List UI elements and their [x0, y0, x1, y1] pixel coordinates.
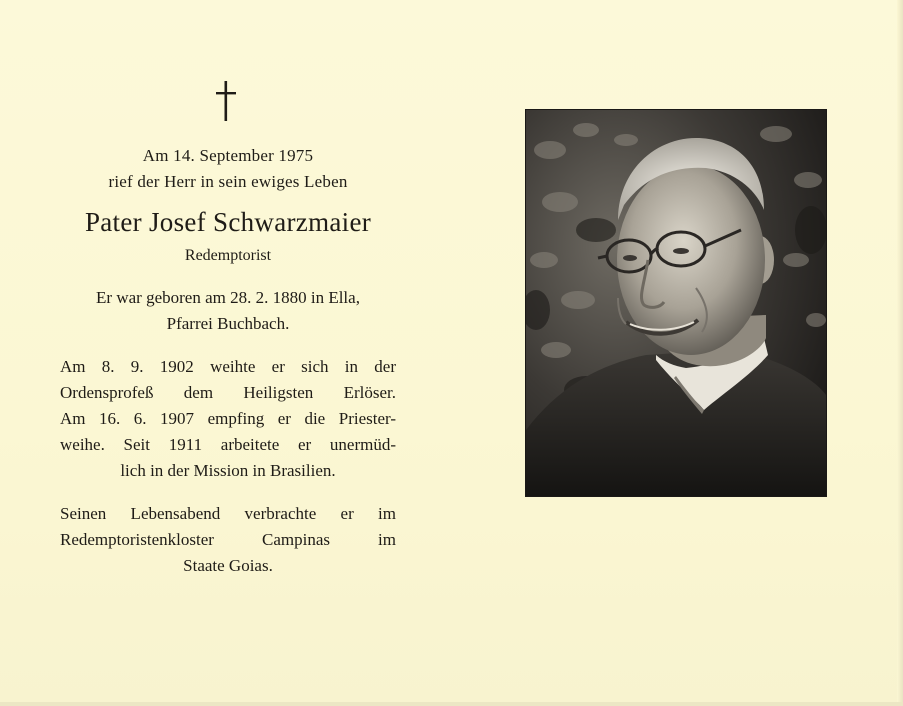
evening-line: Redemptoristenkloster Campinas im [60, 530, 396, 549]
vocation-line: Am 16. 6. 1907 empfing er die Priester- [60, 409, 396, 428]
vocation-paragraph [60, 354, 396, 484]
religious-order: Redemptorist [184, 247, 272, 264]
evening-line: Seinen Lebensabend verbrachte er im [60, 504, 396, 523]
death-phrase-line: rief der Herr in sein ewiges Leben [108, 172, 348, 191]
birth-line: Er war geboren am 28. 2. 1880 in Ella, [96, 288, 360, 307]
vocation-line: Am 8. 9. 1902 weihte er sich in der [60, 357, 396, 376]
memorial-text [60, 143, 396, 579]
card-edge-bottom [0, 702, 903, 706]
vocation-line: weihe. Seit 1911 arbeitete er unermüd- [60, 435, 396, 454]
evening-line: Staate Goias. [183, 556, 273, 575]
portrait-photo [526, 110, 826, 496]
latin-cross-icon [213, 80, 239, 122]
vocation-line: Ordensprofeß dem Heiligsten Erlöser. [60, 383, 396, 402]
death-date-line: Am 14. September 1975 [142, 146, 314, 165]
deceased-name: Pater Josef Schwarzmaier [84, 207, 372, 237]
evening-paragraph [60, 501, 396, 579]
birth-line: Pfarrei Buchbach. [166, 314, 290, 333]
card-edge-right [897, 0, 903, 706]
vocation-line: lich in der Mission in Brasilien. [120, 461, 336, 480]
birth-paragraph [60, 285, 396, 337]
